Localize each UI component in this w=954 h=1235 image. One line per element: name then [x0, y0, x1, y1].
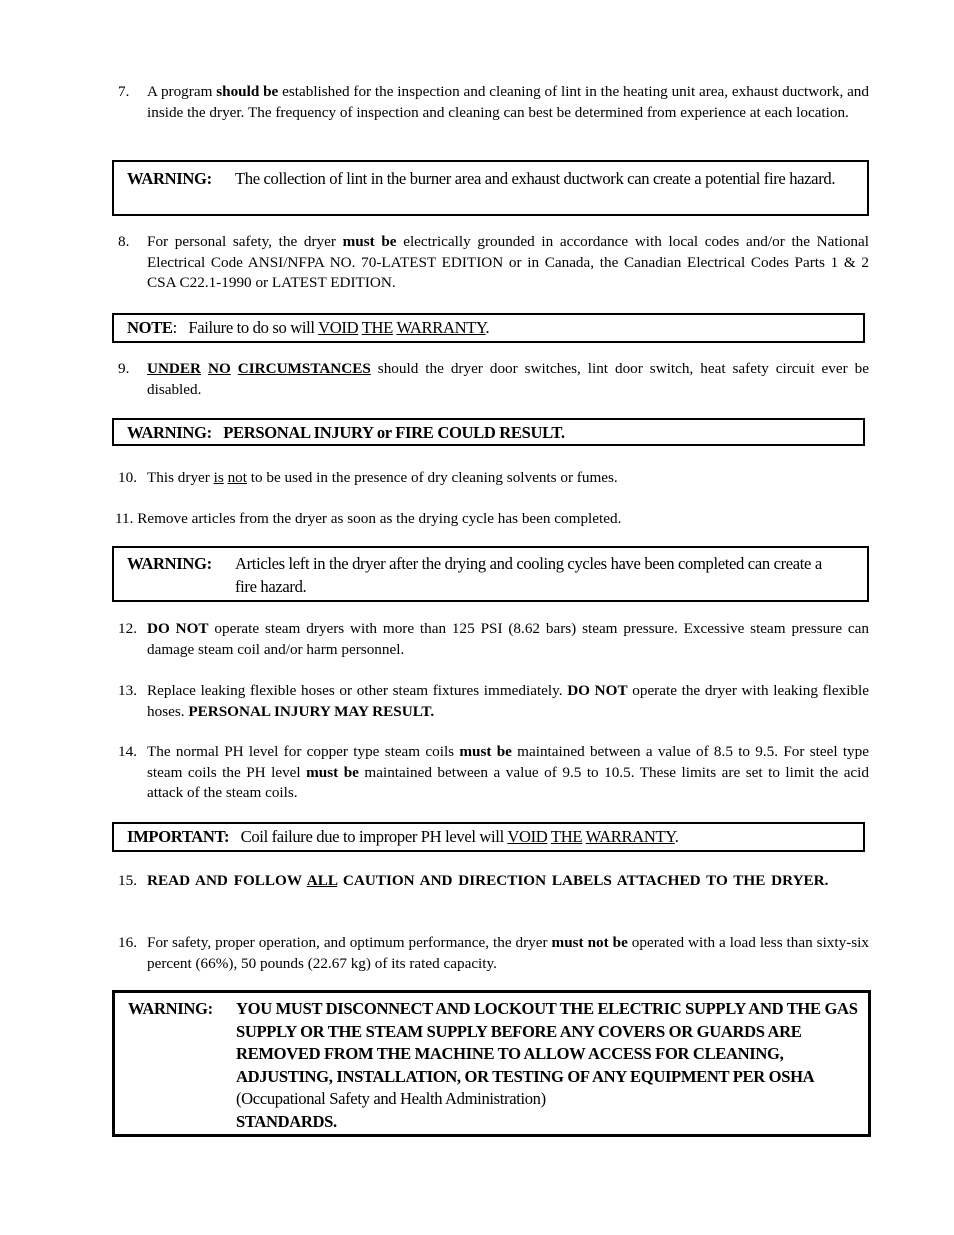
warning-text: PERSONAL INJURY or FIRE COULD RESULT. [223, 423, 565, 442]
item-number: 10. [118, 469, 137, 486]
list-item-8 [118, 232, 869, 294]
important-text: Coil failure due to improper PH level will VOID THE WARRANTY. [240, 827, 679, 846]
item-number: 7. [118, 83, 130, 100]
list-item-14 [118, 742, 869, 804]
item-number: 16. [118, 934, 137, 951]
list-item-16 [118, 933, 869, 974]
list-item-10 [118, 468, 869, 489]
item-text: READ AND FOLLOW ALL CAUTION AND DIRECTION LABELS ATTACHED TO THE DRYER. [147, 872, 829, 889]
list-item-7 [118, 82, 869, 123]
warning-box-articles [112, 546, 869, 602]
important-label: IMPORTANT: [127, 827, 230, 846]
list-item-9 [118, 359, 869, 400]
warning-text: The collection of lint in the burner area and exhaust ductwork can create a potential fire hazard. [235, 169, 836, 188]
item-number: 13. [118, 682, 137, 699]
item-number: 14. [118, 743, 137, 760]
item-number: 9. [118, 360, 130, 377]
list-item-15 [118, 871, 869, 892]
warning-label: WARNING: [127, 169, 212, 188]
warning-box-lint [112, 160, 869, 216]
item-text: For personal safety, the dryer must be electrically grounded in accordance with local codes and/or the National Electrical Code ANSI/NFPA NO. 70-LATEST EDITION or in Canada, the Canadian Electrical Codes Parts 1 & 2 CSA C22.1-1990 or LATEST EDITION. [147, 233, 869, 292]
item-text: UNDER NO CIRCUMSTANCES should the dryer door switches, lint door switch, heat safety circuit ever be disabled. [147, 360, 869, 398]
warning-label: WARNING: [128, 999, 213, 1018]
item-text: Replace leaking flexible hoses or other steam fixtures immediately. DO NOT operate the dryer with leaking flexible hoses. PERSONAL INJURY MAY RESULT. [147, 682, 869, 720]
note-box: NOTE: Failure to do so will VOID THE WARRANTY. [112, 313, 865, 343]
item-number: 12. [118, 620, 137, 637]
warning-box-lockout [112, 990, 871, 1137]
item-text: This dryer is not to be used in the presence of dry cleaning solvents or fumes. [147, 469, 618, 486]
item-text: 11. Remove articles from the dryer as soon as the drying cycle has been completed. [115, 510, 622, 527]
list-item-11 [115, 509, 866, 530]
warning-label: WARNING: [127, 423, 212, 442]
important-box [112, 822, 865, 852]
note-text: Failure to do so will VOID THE WARRANTY. [188, 318, 490, 337]
warning-text: YOU MUST DISCONNECT AND LOCKOUT THE ELECTRIC SUPPLY AND THE GAS SUPPLY OR THE STEAM SUPPLY BEFORE ANY COVERS OR GUARDS ARE REMOVED FROM THE MACHINE TO ALLOW ACCESS FOR CLEANING, ADJUSTING, INSTALLATION, OR TESTING OF ANY EQUIPMENT PER OSHA (Occupational Safety and Health Administration) STANDARDS. [236, 999, 858, 1131]
warning-box-injury-fire [112, 418, 865, 446]
warning-text: Articles left in the dryer after the drying and cooling cycles have been completed can create a fire hazard. [235, 554, 822, 596]
warning-label: WARNING: [127, 554, 212, 573]
item-text: DO NOT operate steam dryers with more than 125 PSI (8.62 bars) steam pressure. Excessive steam pressure can damage steam coil and/or harm personnel. [147, 620, 869, 658]
item-number: 8. [118, 233, 130, 250]
item-text: For safety, proper operation, and optimum performance, the dryer must not be operated with a load less than sixty-six percent (66%), 50 pounds (22.67 kg) of its rated capacity. [147, 934, 869, 972]
list-item-13 [118, 681, 869, 722]
item-text: A program should be established for the inspection and cleaning of lint in the heating unit area, exhaust ductwork, and inside the dryer. The frequency of inspection and cleaning can best be determined from experience at each location. [147, 83, 869, 121]
item-text: The normal PH level for copper type steam coils must be maintained between a value of 8.5 to 9.5. For steel type steam coils the PH level must be maintained between a value of 9.5 to 10.5. These limits are set to limit the acid attack of the steam coils. [147, 743, 869, 802]
item-number: 15. [118, 872, 137, 889]
list-item-12 [118, 619, 869, 660]
note-label: NOTE [127, 318, 173, 337]
